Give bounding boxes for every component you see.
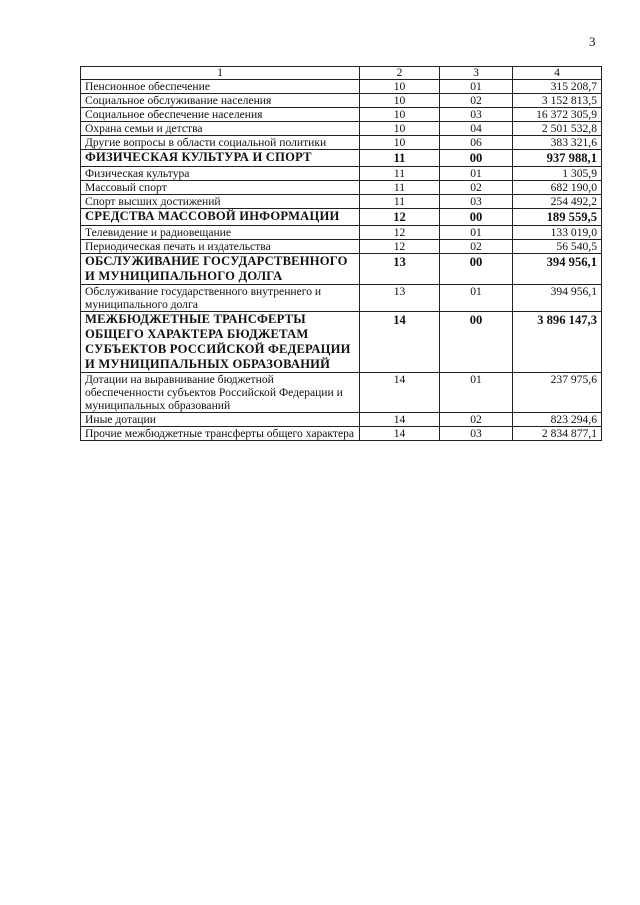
row-amount: 254 492,2 xyxy=(513,195,602,209)
row-amount: 937 988,1 xyxy=(513,150,602,167)
row-subsection: 02 xyxy=(440,94,513,108)
table-row xyxy=(81,167,602,181)
row-section: 13 xyxy=(360,254,440,285)
row-amount: 394 956,1 xyxy=(513,254,602,285)
row-amount: 3 152 813,5 xyxy=(513,94,602,108)
row-subsection: 01 xyxy=(440,226,513,240)
page-number: 3 xyxy=(589,34,596,49)
table-row xyxy=(81,122,602,136)
row-name: ФИЗИЧЕСКАЯ КУЛЬТУРА И СПОРТ xyxy=(81,150,360,167)
row-subsection: 00 xyxy=(440,312,513,373)
row-section: 14 xyxy=(360,373,440,413)
row-amount: 315 208,7 xyxy=(513,80,602,94)
row-name: Другие вопросы в области социальной политики xyxy=(81,136,360,150)
row-subsection: 01 xyxy=(440,373,513,413)
row-amount: 383 321,6 xyxy=(513,136,602,150)
row-name: Дотации на выравнивание бюджетной обеспеченности субъектов Российской Федерации и муниципальных образований xyxy=(81,373,360,413)
column-header-section: 2 xyxy=(360,67,440,80)
table-row xyxy=(81,80,602,94)
row-section: 14 xyxy=(360,312,440,373)
column-header-subsection: 3 xyxy=(440,67,513,80)
row-section: 10 xyxy=(360,94,440,108)
row-amount: 823 294,6 xyxy=(513,413,602,427)
table-row xyxy=(81,373,602,413)
row-name: Периодическая печать и издательства xyxy=(81,240,360,254)
row-section: 10 xyxy=(360,122,440,136)
row-name: Спорт высших достижений xyxy=(81,195,360,209)
table-row xyxy=(81,427,602,441)
row-subsection: 01 xyxy=(440,167,513,181)
row-amount: 2 501 532,8 xyxy=(513,122,602,136)
section-total-row xyxy=(81,254,602,285)
row-name: Физическая культура xyxy=(81,167,360,181)
row-amount: 189 559,5 xyxy=(513,209,602,226)
row-subsection: 01 xyxy=(440,285,513,312)
section-total-row xyxy=(81,209,602,226)
row-amount: 1 305,9 xyxy=(513,167,602,181)
table-row xyxy=(81,285,602,312)
row-name: Охрана семьи и детства xyxy=(81,122,360,136)
table-row xyxy=(81,94,602,108)
table-row xyxy=(81,195,602,209)
column-number-row xyxy=(81,67,602,80)
column-header-name: 1 xyxy=(81,67,360,80)
row-amount: 2 834 877,1 xyxy=(513,427,602,441)
table-row xyxy=(81,136,602,150)
row-name: Обслуживание государственного внутреннего и муниципального долга xyxy=(81,285,360,312)
row-section: 10 xyxy=(360,80,440,94)
table-row xyxy=(81,240,602,254)
row-amount: 394 956,1 xyxy=(513,285,602,312)
row-name: Массовый спорт xyxy=(81,181,360,195)
row-name: Прочие межбюджетные трансферты общего характера xyxy=(81,427,360,441)
row-subsection: 02 xyxy=(440,413,513,427)
row-section: 14 xyxy=(360,427,440,441)
row-section: 11 xyxy=(360,181,440,195)
row-section: 11 xyxy=(360,150,440,167)
row-section: 13 xyxy=(360,285,440,312)
row-subsection: 00 xyxy=(440,209,513,226)
table-row xyxy=(81,108,602,122)
row-subsection: 04 xyxy=(440,122,513,136)
row-name: Социальное обслуживание населения xyxy=(81,94,360,108)
row-amount: 237 975,6 xyxy=(513,373,602,413)
row-name: Телевидение и радиовещание xyxy=(81,226,360,240)
row-name: СРЕДСТВА МАССОВОЙ ИНФОРМАЦИИ xyxy=(81,209,360,226)
row-section: 14 xyxy=(360,413,440,427)
row-name: ОБСЛУЖИВАНИЕ ГОСУДАРСТВЕННОГО И МУНИЦИПАЛЬНОГО ДОЛГА xyxy=(81,254,360,285)
row-section: 11 xyxy=(360,167,440,181)
row-subsection: 03 xyxy=(440,108,513,122)
row-name: Социальное обеспечение населения xyxy=(81,108,360,122)
row-amount: 3 896 147,3 xyxy=(513,312,602,373)
row-subsection: 00 xyxy=(440,150,513,167)
section-total-row xyxy=(81,150,602,167)
row-amount: 133 019,0 xyxy=(513,226,602,240)
row-subsection: 00 xyxy=(440,254,513,285)
row-name: Пенсионное обеспечение xyxy=(81,80,360,94)
row-section: 12 xyxy=(360,240,440,254)
column-header-amount: 4 xyxy=(513,67,602,80)
row-section: 10 xyxy=(360,136,440,150)
row-section: 11 xyxy=(360,195,440,209)
table-row xyxy=(81,181,602,195)
row-section: 12 xyxy=(360,226,440,240)
row-subsection: 06 xyxy=(440,136,513,150)
budget-expenditure-table xyxy=(80,66,602,441)
table-row xyxy=(81,226,602,240)
row-name: Иные дотации xyxy=(81,413,360,427)
row-name: МЕЖБЮДЖЕТНЫЕ ТРАНСФЕРТЫ ОБЩЕГО ХАРАКТЕРА БЮДЖЕТАМ СУБЪЕКТОВ РОССИЙСКОЙ ФЕДЕРАЦИИ И МУНИЦИПАЛЬНЫХ ОБРАЗОВАНИЙ xyxy=(81,312,360,373)
table-row xyxy=(81,413,602,427)
row-subsection: 03 xyxy=(440,195,513,209)
row-subsection: 02 xyxy=(440,181,513,195)
row-section: 12 xyxy=(360,209,440,226)
row-subsection: 01 xyxy=(440,80,513,94)
row-section: 10 xyxy=(360,108,440,122)
row-amount: 56 540,5 xyxy=(513,240,602,254)
row-subsection: 02 xyxy=(440,240,513,254)
row-amount: 16 372 305,9 xyxy=(513,108,602,122)
section-total-row xyxy=(81,312,602,373)
row-subsection: 03 xyxy=(440,427,513,441)
row-amount: 682 190,0 xyxy=(513,181,602,195)
